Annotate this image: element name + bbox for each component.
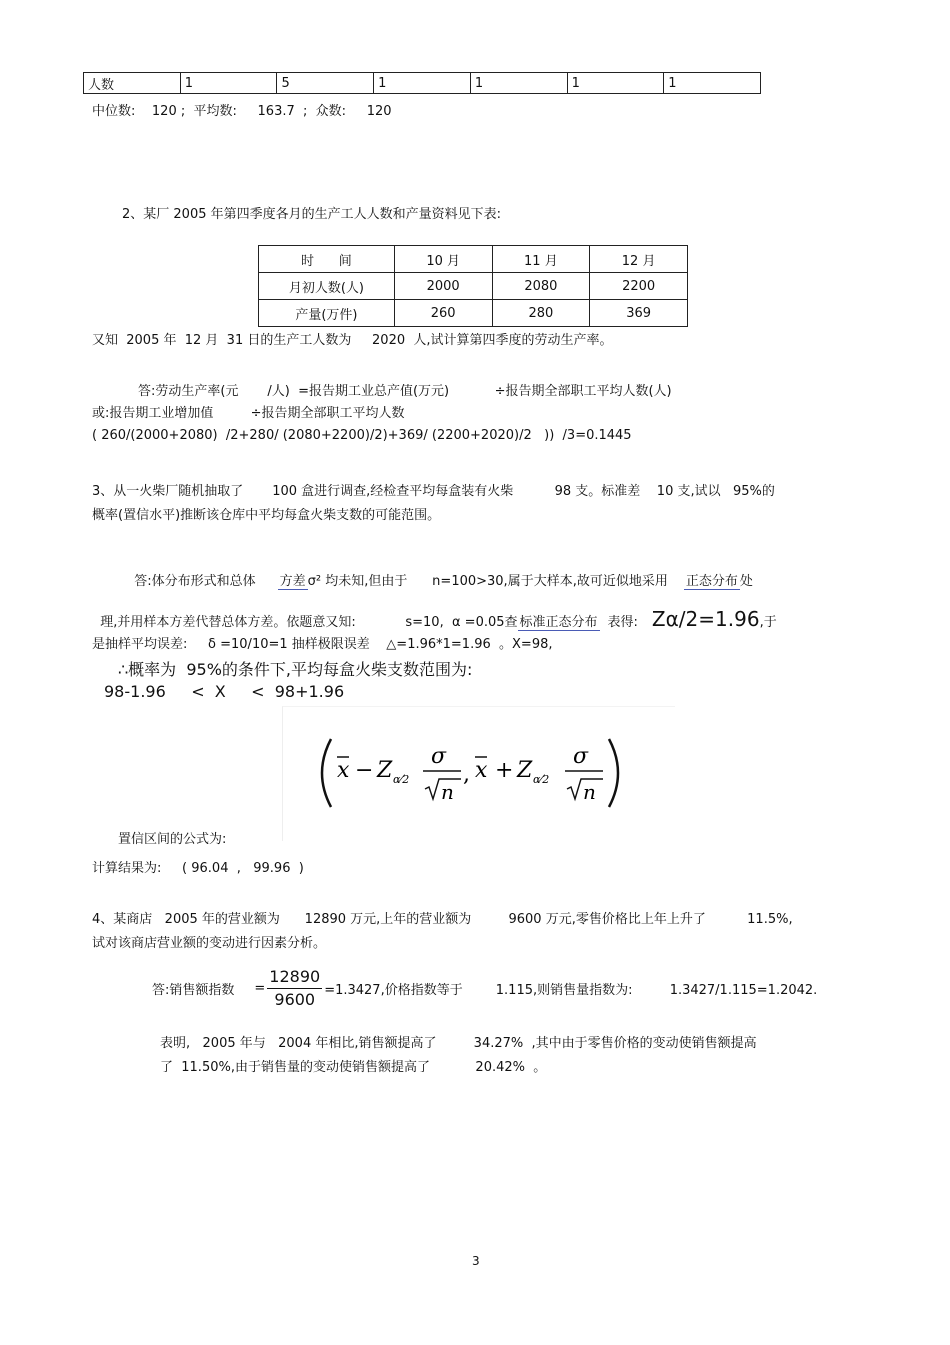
formula-label: 置信区间的公式为: — [118, 832, 227, 847]
text: 处 — [739, 574, 753, 589]
table-cell: 1 — [664, 73, 761, 94]
table-cell: 2000 — [394, 273, 492, 300]
q2-answer-line2: 或:报告期工业增加值 ÷报告期全部职工平均人数 — [92, 406, 405, 421]
z-symbol: Z — [377, 758, 393, 783]
table-cell: 1 — [374, 73, 471, 94]
table-header-cell: 10 月 — [394, 246, 492, 273]
q3-answer-line3: 是抽样平均误差: δ =10/10=1 抽样极限误差 △=1.96*1=1.96 。X=98, — [92, 637, 553, 652]
q3-title-line2: 概率(置信水平)推断该仓库中平均每盒火柴支数的可能范围。 — [92, 508, 441, 523]
numerator: 12890 — [267, 966, 322, 989]
q3-answer-line1 — [126, 555, 753, 589]
table-cell: 280 — [492, 300, 590, 327]
text: =1.3427,价格指数等于 1.115,则销售量指数为: 1.3427/1.115=1.2042. — [324, 983, 818, 998]
comma: , — [463, 762, 470, 787]
n-symbol: n — [583, 780, 596, 804]
table-cell: 人数 — [84, 73, 181, 94]
table-cell: 260 — [394, 300, 492, 327]
table-header-cell: 时 间 — [259, 246, 395, 273]
n-symbol: n — [441, 780, 454, 804]
text: 表得: — [607, 615, 638, 630]
page-number: 3 — [472, 1254, 480, 1268]
table-cell: 2200 — [590, 273, 688, 300]
table-cell: 369 — [590, 300, 688, 327]
z-value: Zα/2=1.96 — [651, 607, 760, 631]
q2-title: 2、某厂 2005 年第四季度各月的生产工人人数和产量资料见下表: — [122, 207, 501, 222]
sales-index-fraction — [267, 966, 322, 1011]
minus-sign: − — [355, 758, 374, 783]
text: 答:销售额指数 — [152, 983, 235, 998]
q2-answer-line1: 答:劳动生产率(元 /人) =报告期工业总产值(万元) ÷报告期全部职工平均人数(人) — [138, 384, 672, 399]
sigma-symbol: σ — [431, 744, 447, 769]
alpha-half: α⁄2 — [393, 773, 410, 786]
table-row — [259, 273, 688, 300]
equals-sign: = — [254, 981, 266, 996]
z-symbol: Z — [517, 758, 533, 783]
denominator: 9600 — [274, 990, 316, 1009]
q4-explanation-line2: 了 11.50%,由于销售量的变动使销售额提高了 20.42% 。 — [160, 1060, 547, 1075]
table-header-cell: 11 月 — [492, 246, 590, 273]
q2-note: 又知 2005 年 12 月 31 日的生产工人数为 2020 人,试计算第四季度的劳动生产率。 — [92, 333, 613, 348]
q2-answer-line3: ( 260/(2000+2080) /2+280/ (2080+2200)/2)+369/ (2200+2020)/2 )) /3=0.1445 — [92, 428, 632, 443]
count-table — [83, 72, 761, 94]
stats-line: 中位数: 120 ; 平均数: 163.7 ; 众数: 120 — [92, 104, 392, 119]
plus-sign: + — [495, 758, 514, 783]
q3-answer-line5: 98-1.96 < X < 98+1.96 — [104, 682, 345, 701]
text: ,于 — [759, 615, 777, 630]
table-cell: 2080 — [492, 273, 590, 300]
x-bar: x — [337, 758, 350, 783]
sigma-symbol: σ — [573, 744, 589, 769]
underlined-term: 标准正态分布 — [519, 615, 598, 630]
text: 答:体分布形式和总体 — [134, 574, 256, 589]
table-cell: 产量(万件) — [259, 300, 395, 327]
x-bar: x — [475, 758, 488, 783]
confidence-interval-formula — [282, 706, 675, 841]
table-header-row — [259, 246, 688, 273]
table-header-cell: 12 月 — [590, 246, 688, 273]
table-cell: 1 — [180, 73, 277, 94]
formula-svg — [283, 707, 675, 841]
q3-title-line1: 3、从一火柴厂随机抽取了 100 盒进行调查,经检查平均每盒装有火柴 98 支。标准差 10 支,试以 95%的 — [92, 484, 775, 499]
q3-answer-line2 — [92, 592, 777, 631]
q3-answer-line4: ∴概率为 95%的条件下,平均每盒火柴支数范围为: — [118, 660, 473, 679]
table-row — [84, 73, 761, 94]
q4-title-line2: 试对该商店营业额的变动进行因素分析。 — [92, 936, 327, 951]
table-cell: 1 — [470, 73, 567, 94]
table-row — [259, 300, 688, 327]
q3-result: 计算结果为: ( 96.04 , 99.96 ) — [92, 861, 304, 876]
text: σ² 均未知,但由于 n=100>30,属于大样本,故可近似地采用 — [307, 574, 668, 589]
production-table — [258, 245, 688, 327]
table-cell: 5 — [277, 73, 374, 94]
q4-answer — [152, 966, 817, 1011]
q4-explanation-line1: 表明, 2005 年与 2004 年相比,销售额提高了 34.27% ,其中由于零售价格的变动使销售额提高 — [160, 1036, 757, 1051]
text: 理,并用样本方差代替总体方差。依题意又知: s=10, α =0.05查 — [100, 615, 518, 630]
alpha-half: α⁄2 — [533, 773, 550, 786]
table-cell: 1 — [567, 73, 664, 94]
underlined-term: 正态分布 — [685, 574, 738, 589]
q4-title-line1: 4、某商店 2005 年的营业额为 12890 万元,上年的营业额为 9600 万元,零售价格比上年上升了 11.5%, — [92, 912, 793, 927]
table-cell: 月初人数(人) — [259, 273, 395, 300]
underlined-term: 方差 — [279, 574, 306, 589]
